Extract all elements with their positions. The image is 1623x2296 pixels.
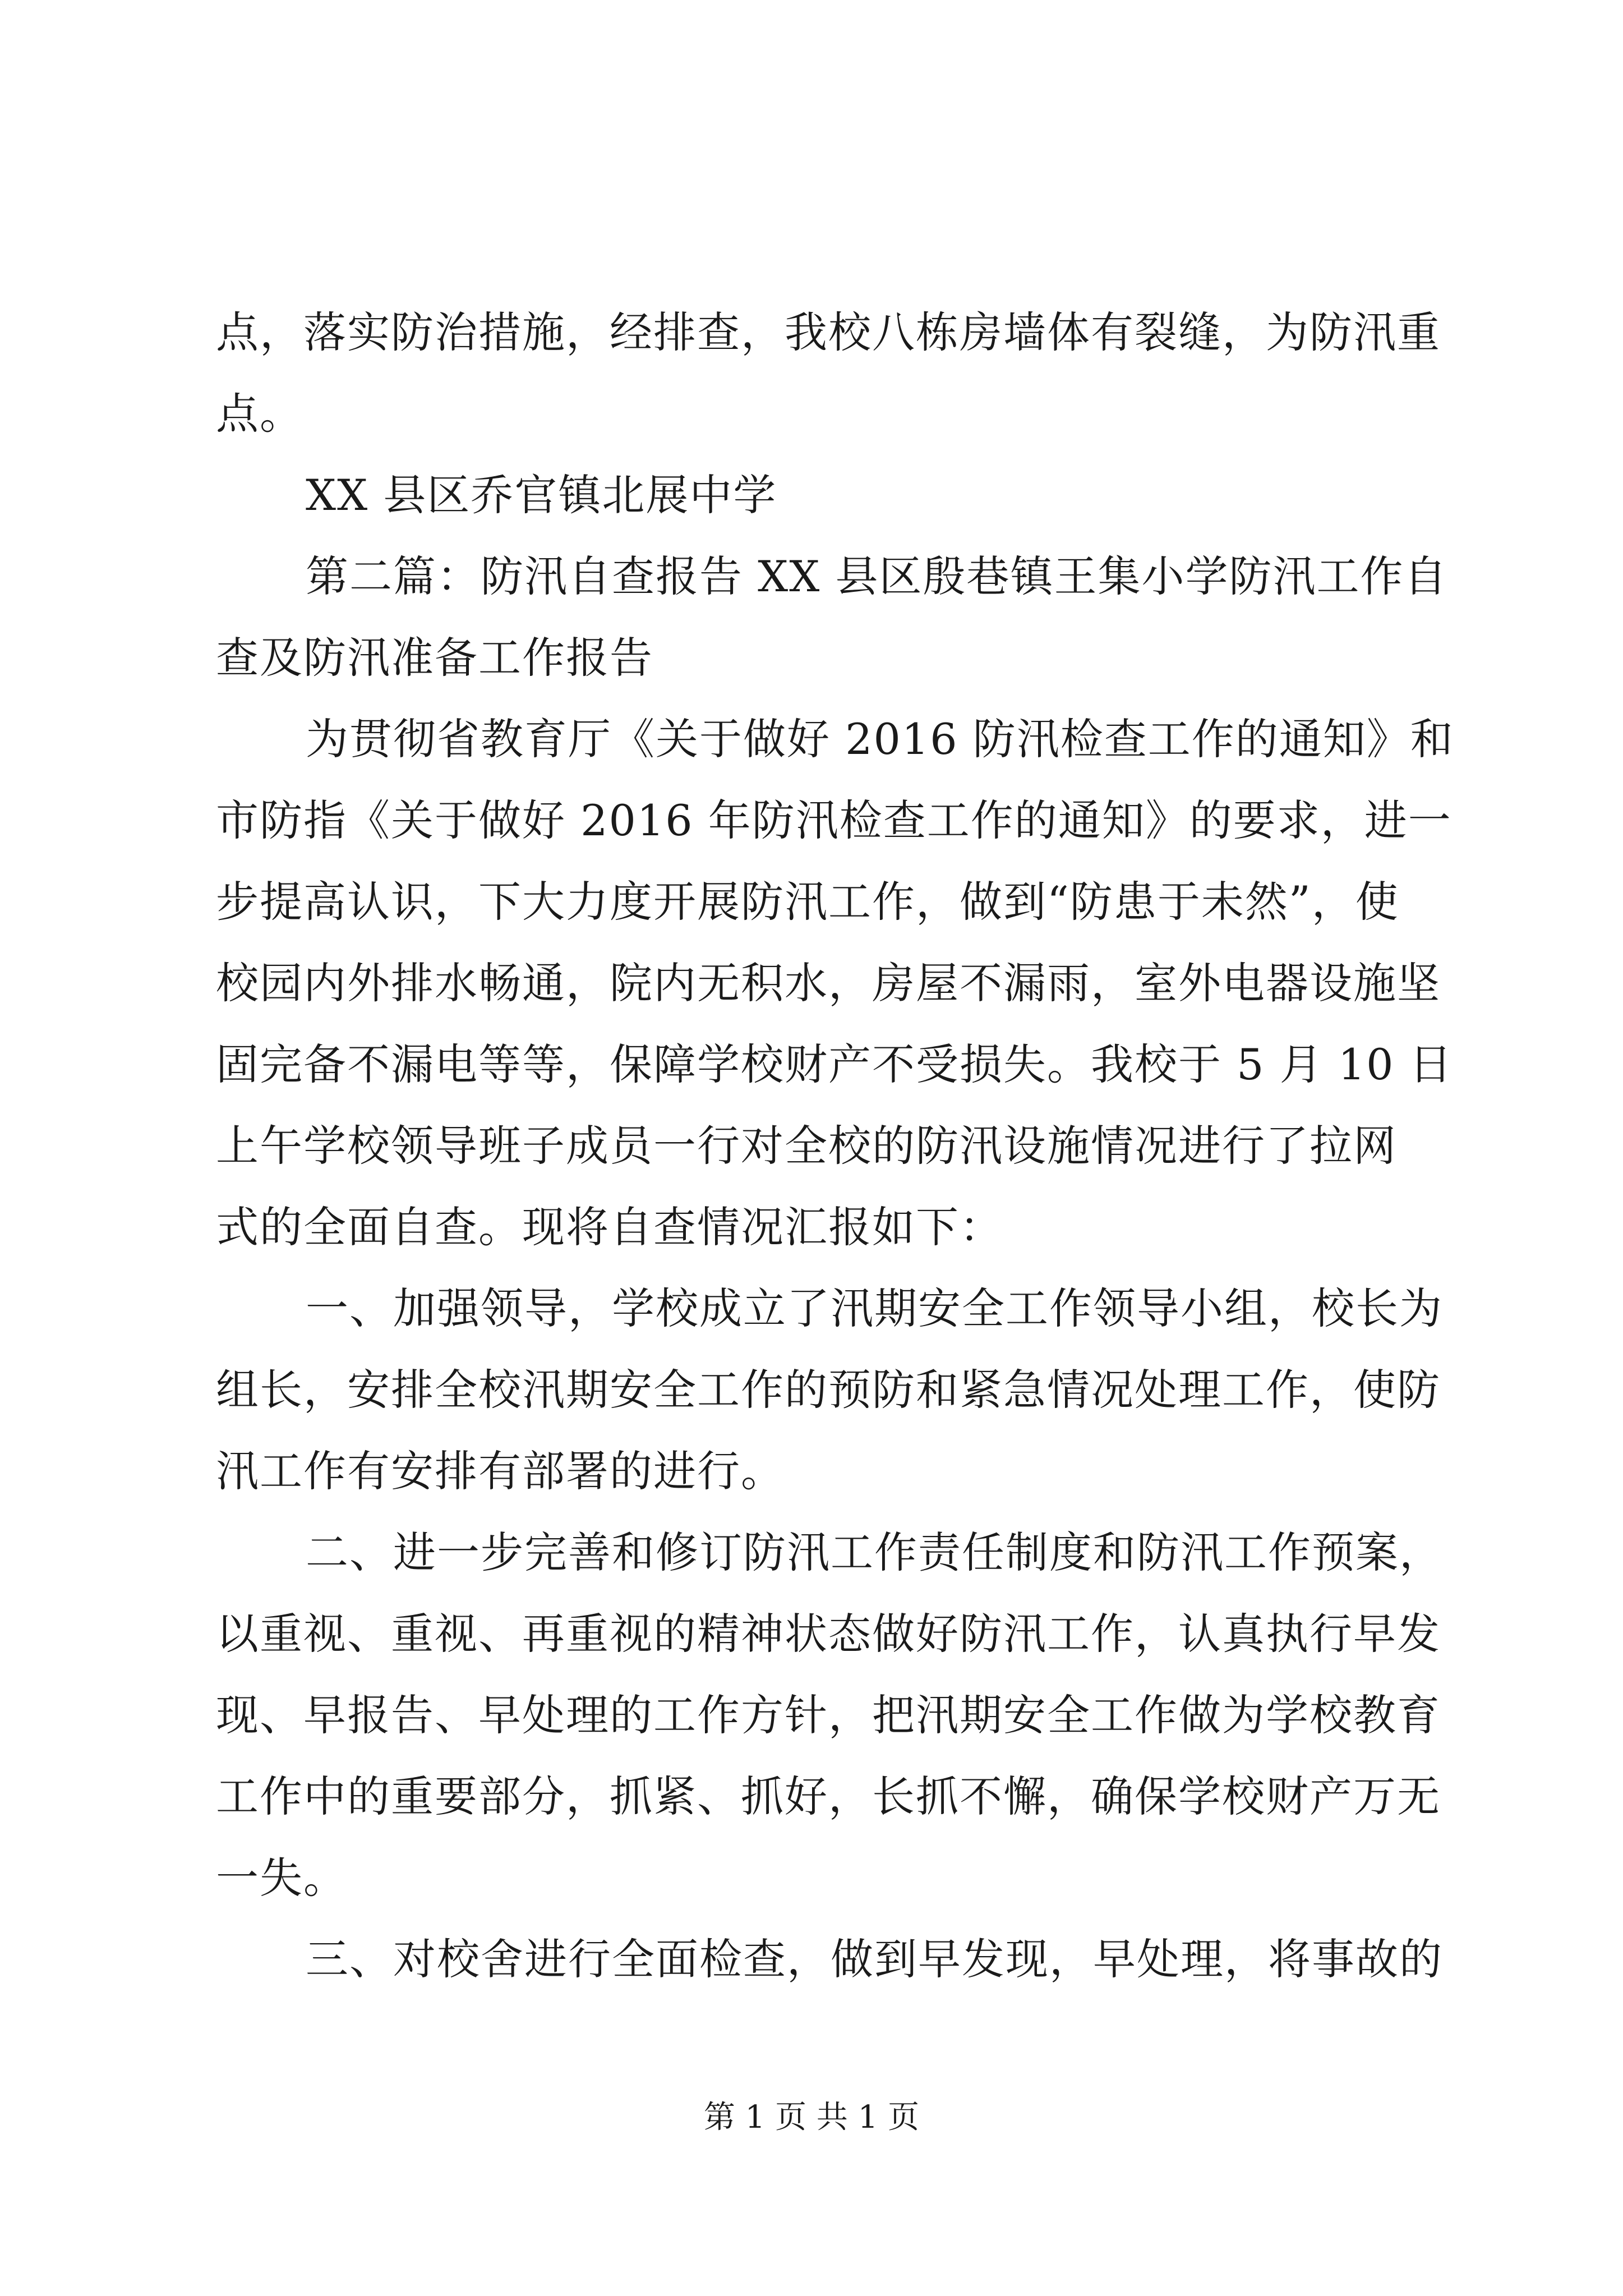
document-body	[216, 292, 1454, 2000]
text-line: 工作中的重要部分，抓紧、抓好，长抓不懈，确保学校财产万无	[216, 1772, 1441, 1821]
text-line: 三、对校舍进行全面检查，做到早发现，早处理，将事故的	[306, 1934, 1443, 1984]
school-name-line: XX 县区乔官镇北展中学	[306, 470, 777, 520]
text-line: 点。	[216, 389, 303, 439]
text-line: 步提高认识，下大力度开展防汛工作，做到“防患于未然”，使	[216, 877, 1399, 927]
text-line: 校园内外排水畅通，院内无积水，房屋不漏雨，室外电器设施坚	[216, 958, 1441, 1008]
text-line: 上午学校领导班子成员一行对全校的防汛设施情况进行了拉网	[216, 1121, 1397, 1171]
text-line: 以重视、重视、再重视的精神状态做好防汛工作，认真执行早发	[216, 1609, 1441, 1659]
text-line: 一、加强领导，学校成立了汛期安全工作领导小组，校长为	[306, 1283, 1443, 1333]
text-line: 市防指《关于做好 2016 年防汛检查工作的通知》的要求，进一	[216, 795, 1452, 845]
text-line: 一失。	[216, 1853, 347, 1903]
text-line: 为贯彻省教育厅《关于做好 2016 防汛检查工作的通知》和	[306, 714, 1454, 764]
text-line: 点，落实防治措施，经排查，我校八栋房墙体有裂缝，为防汛重	[216, 307, 1441, 357]
text-line: 现、早报告、早处理的工作方针，把汛期安全工作做为学校教育	[216, 1690, 1441, 1740]
text-line: 汛工作有安排有部署的进行。	[216, 1446, 785, 1496]
page-number-footer: 第 1 页 共 1 页	[703, 2099, 920, 2136]
text-line: 组长，安排全校汛期安全工作的预防和紧急情况处理工作，使防	[216, 1365, 1441, 1415]
text-line: 式的全面自查。现将自查情况汇报如下：	[216, 1202, 1003, 1252]
section-title-line: 查及防汛准备工作报告	[216, 633, 653, 683]
text-line: 二、进一步完善和修订防汛工作责任制度和防汛工作预案，	[306, 1527, 1443, 1577]
section-title-line: 第二篇：防汛自查报告 XX 县区殷巷镇王集小学防汛工作自	[306, 551, 1448, 601]
text-line: 固完备不漏电等等，保障学校财产不受损失。我校于 5 月 10 日	[216, 1039, 1453, 1089]
